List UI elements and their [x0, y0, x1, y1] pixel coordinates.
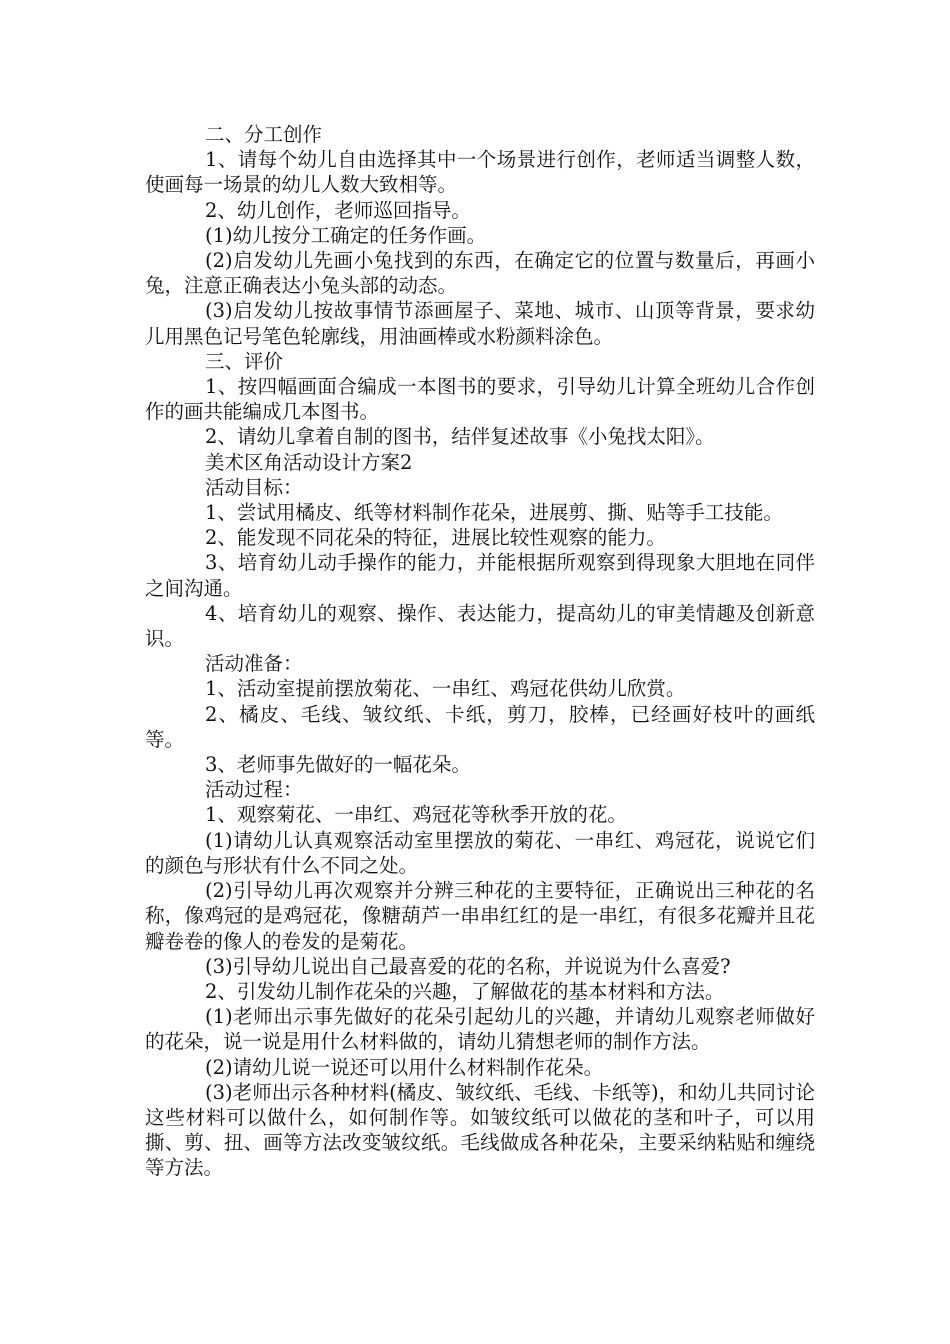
- paragraph: (1)老师出示事先做好的花朵引起幼儿的兴趣，并请幼儿观察老师做好的花朵，说一说是用什么材料做的，请幼儿猜想老师的制作方法。: [145, 1005, 815, 1054]
- document-title: 美术区角活动设计方案2: [205, 450, 413, 474]
- section-heading: 活动准备：: [205, 652, 303, 676]
- section-heading: 二、分工创作: [205, 123, 323, 146]
- paragraph: 1、尝试用橘皮、纸等材料制作花朵，进展剪、撕、贴等手工技能。: [205, 501, 783, 525]
- paragraph: 1、请每个幼儿自由选择其中一个场景进行创作，老师适当调整人数，使画每一场景的幼儿人数大致相等。: [145, 148, 815, 197]
- paragraph: 2、幼儿创作，老师巡回指导。: [205, 198, 471, 222]
- paragraph: 2、请幼儿拿着自制的图书，结伴复述故事《小兔找太阳》。: [205, 425, 715, 449]
- paragraph: 2、橘皮、毛线、皱纹纸、卡纸，剪刀，胶棒，已经画好枝叶的画纸等。: [145, 702, 815, 751]
- paragraph: (3)老师出示各种材料(橘皮、皱纹纸、毛线、卡纸等)，和幼儿共同讨论这些材料可以做什么，如何制作等。如皱纹纸可以做花的茎和叶子，可以用撕、剪、扭、画等方法改变皱纹纸。毛线做成各种花朵，主要采纳粘贴和缠绕等方法。: [145, 1080, 815, 1180]
- paragraph: (3)引导幼儿说出自己最喜爱的花的名称，并说说为什么喜爱?: [205, 954, 731, 978]
- section-heading: 三、评价: [205, 349, 284, 373]
- paragraph: (2)启发幼儿先画小兔找到的东西，在确定它的位置与数量后，再画小兔，注意正确表达小兔头部的动态。: [145, 249, 815, 298]
- paragraph: 2、引发幼儿制作花朵的兴趣，了解做花的基本材料和方法。: [205, 979, 725, 1003]
- paragraph: 1、观察菊花、一串红、鸡冠花等秋季开放的花。: [205, 803, 627, 827]
- paragraph: (1)幼儿按分工确定的任务作画。: [205, 223, 487, 247]
- paragraph: (2)请幼儿说一说还可以用什么材料制作花朵。: [205, 1055, 604, 1079]
- section-heading: 活动目标：: [205, 475, 303, 499]
- document-body: [145, 122, 815, 1181]
- paragraph: 3、培育幼儿动手操作的能力，并能根据所观察到得现象大胆地在同伴之间沟通。: [145, 551, 815, 600]
- section-heading: 活动过程：: [205, 778, 303, 802]
- paragraph: 3、老师事先做好的一幅花朵。: [205, 753, 471, 777]
- paragraph: (1)请幼儿认真观察活动室里摆放的菊花、一串红、鸡冠花，说说它们的颜色与形状有什么不同之处。: [145, 828, 815, 877]
- paragraph: 2、能发现不同花朵的特征，进展比较性观察的能力。: [205, 526, 666, 550]
- paragraph: (2)引导幼儿再次观察并分辨三种花的主要特征，正确说出三种花的名称，像鸡冠的是鸡冠花，像糖葫芦一串串红红的是一串红，有很多花瓣并且花瓣卷卷的像人的卷发的是菊花。: [145, 879, 815, 953]
- paragraph: 1、按四幅画面合编成一本图书的要求，引导幼儿计算全班幼儿合作创作的画共能编成几本图书。: [145, 375, 815, 424]
- paragraph: 4、培育幼儿的观察、操作、表达能力，提高幼儿的审美情趣及创新意识。: [145, 601, 815, 651]
- paragraph: (3)启发幼儿按故事情节添画屋子、菜地、城市、山顶等背景，要求幼儿用黑色记号笔色轮廓线，用油画棒或水粉颜料涂色。: [145, 299, 815, 348]
- paragraph: 1、活动室提前摆放菊花、一串红、鸡冠花供幼儿欣赏。: [205, 677, 686, 701]
